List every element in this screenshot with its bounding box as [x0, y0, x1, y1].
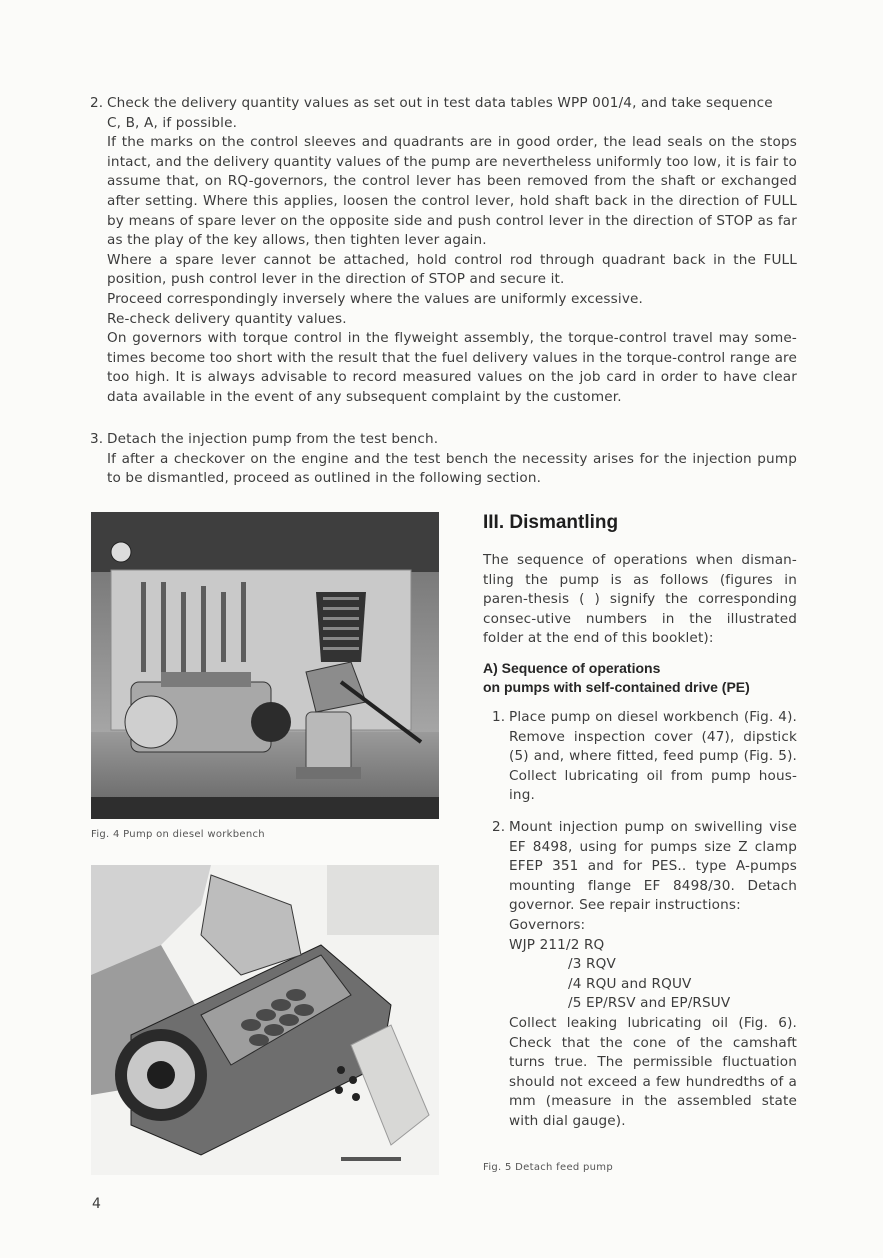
item-2-paragraph: Proceed correspondingly inversely where the values are uniformly excessive. [107, 290, 643, 307]
governor-entry: /4 RQU and RQUV [568, 975, 692, 992]
section-title: III. Dismantling [483, 512, 619, 533]
fig4-photo [91, 512, 439, 819]
step-1-number: 1. [492, 709, 506, 725]
step-1 [509, 708, 797, 806]
workbench-illustration [91, 512, 439, 819]
step-2-text: Mount injection pump on swivelling vise EF 8498, using for pumps size Z clamp EFEP 351 and for PES.. type A-pumps mounting flange EF 8498/30. Detach governor. See repair instructions: [509, 819, 797, 914]
page-number: 4 [92, 1196, 102, 1212]
item-3-line: Detach the injection pump from the test bench. [107, 431, 439, 447]
fig5-caption: Fig. 5 Detach feed pump [483, 1162, 613, 1173]
fig4-caption: Fig. 4 Pump on diesel workbench [91, 829, 265, 840]
item-2-paragraph: Re-check delivery quantity values. [107, 310, 347, 327]
step-1-text: Place pump on diesel workbench (Fig. 4). Remove inspection cover (47), dipstick (5) and, where fitted, feed pump (Fig. 5). Collect lubricating oil from pump hous-ing. [509, 709, 797, 804]
subsection-title-line: A) Sequence of operations [483, 660, 661, 676]
item-3-block [107, 430, 797, 489]
step-2-tail-text: Collect leaking lubricating oil (Fig. 6). Check that the cone of the camshaft turns true. The permissible fluctuation should not exceed a few hundredths of a mm (measure in the assembled state with dial gauge). [509, 1014, 797, 1129]
section-intro [483, 551, 797, 649]
subsection-title [483, 659, 803, 697]
item-3-number: 3. [90, 431, 104, 447]
subsection-title-line: on pumps with self-contained drive (PE) [483, 679, 750, 695]
item-2-block [107, 94, 797, 408]
fig5-photo [91, 865, 439, 1175]
section-intro-text: The sequence of operations when disman-tling the pump is as follows (figures in paren-thesis ( ) signify the corresponding consec-utive numbers in the illustrated folder at the end of this booklet): [483, 552, 797, 647]
governor-entry: /5 EP/RSV and EP/RSUV [568, 995, 731, 1012]
step-2-number: 2. [492, 819, 506, 835]
governors-label: Governors: [509, 916, 586, 933]
step-2 [509, 818, 797, 1132]
item-3-paragraph: If after a checkover on the engine and the test bench the necessity arises for the injection pump to be dismantled, proceed as outlined in the following section. [107, 450, 797, 487]
item-2-line: Check the delivery quantity values as set out in test data tables WPP 001/4, and take sequence [107, 95, 773, 111]
item-2-paragraph: Where a spare lever cannot be attached, hold control rod through quadrant back in the FULL position, push control lever in the direction of STOP and secure it. [107, 251, 797, 288]
item-2-number: 2. [90, 95, 104, 111]
governor-entry: WJP 211/2 RQ [509, 936, 605, 953]
governor-entry: /3 RQV [568, 956, 616, 973]
item-2-line: C, B, A, if possible. [107, 114, 238, 131]
item-2-paragraph: If the marks on the control sleeves and quadrants are in good order, the lead seals on the stops intact, and the delivery quantity values of the pump are nevertheless uniformly too low, it is fair to assume that, on RQ-governors, the control lever has been removed from the shaft or exchanged after setting. Where this applies, loosen the control lever, hold shaft back in the direction of FULL by means of spare lever on the opposite side and push control lever in the direction of STOP as far as the play of the key allows, then tighten lever again. [107, 134, 797, 249]
feed-pump-illustration [91, 865, 439, 1175]
item-2-paragraph: On governors with torque control in the flyweight assembly, the torque-control travel may some-times become too short with the result that the fuel delivery values in the torque-control range are too high. It is always advisable to record measured values on the job card in order to have clear data available in the event of any subsequent complaint by the customer. [107, 330, 797, 405]
